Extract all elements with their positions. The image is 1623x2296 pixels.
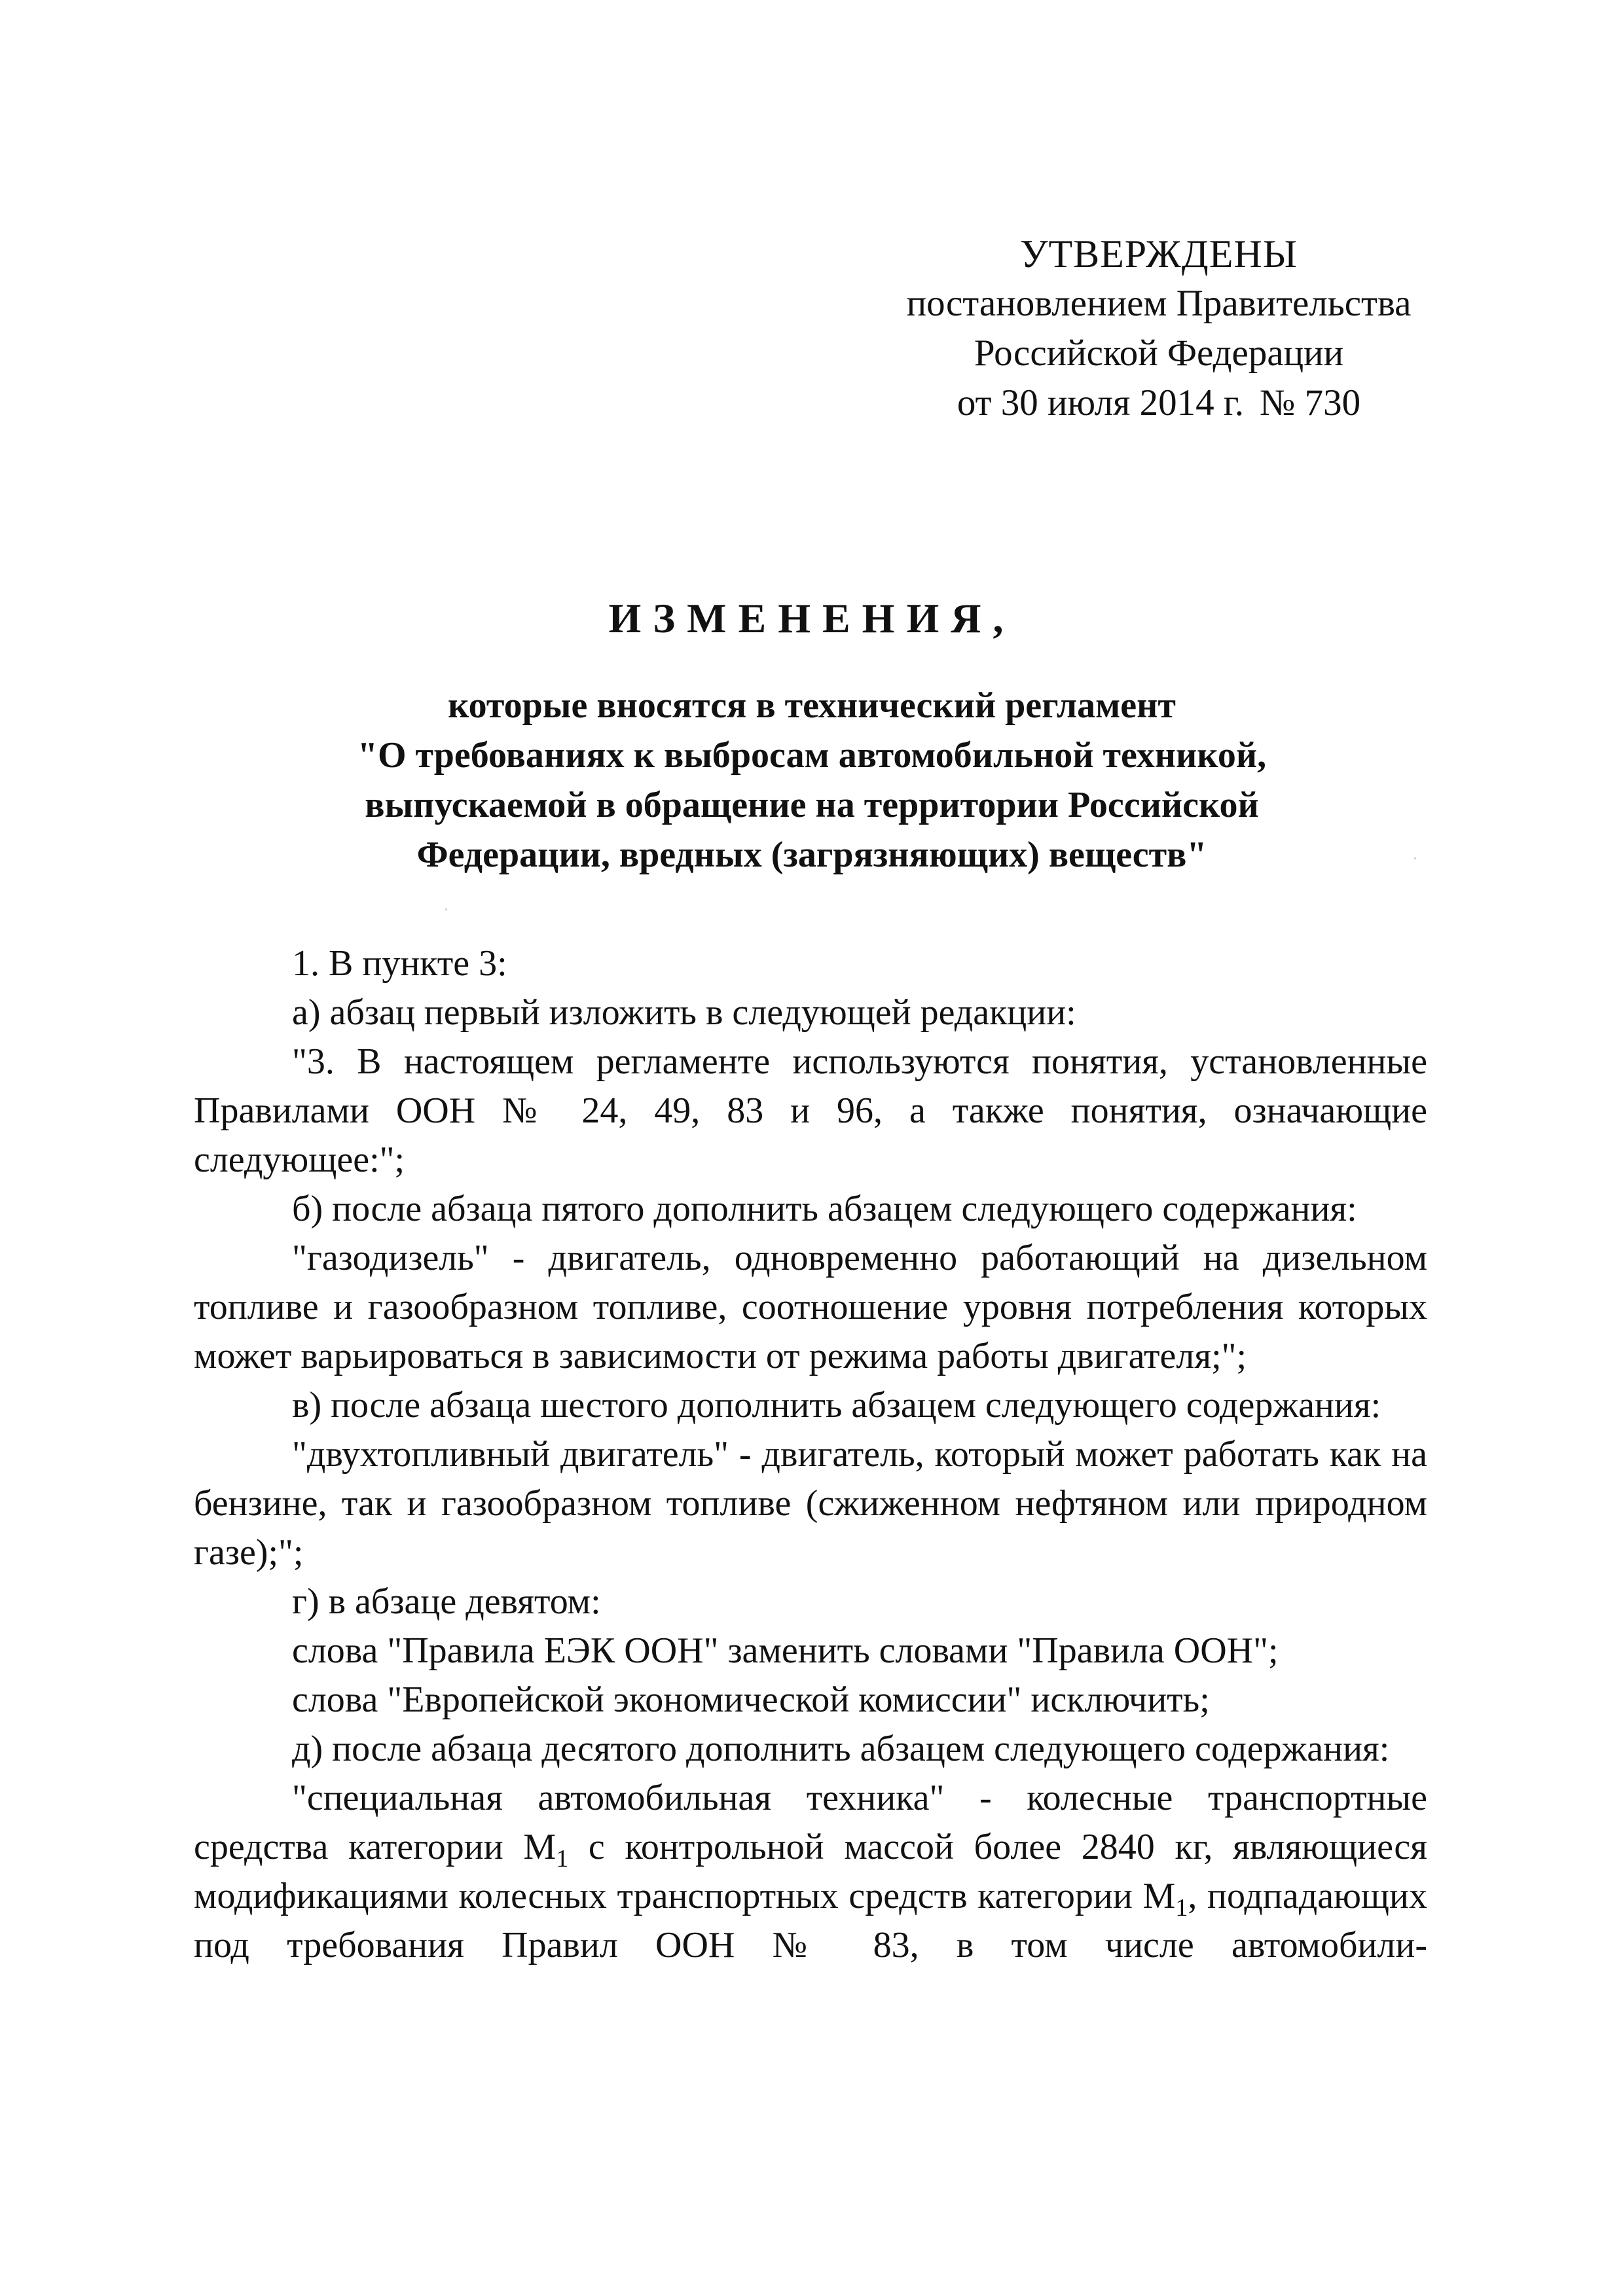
paragraph-special-vehicles-definition <box>194 1774 1427 1970</box>
category-subscript: 1 <box>1175 1894 1188 1922</box>
paragraph-item-1: 1. В пункте 3: <box>292 943 507 984</box>
paragraph-quote-3: "3. В настоящем регламенте используются понятия, установленные Правилами ООН № 24, 49, 83 и 96, а также понятия, означающие следующее:"; <box>194 1041 1427 1180</box>
paragraph-subitem-d: д) после абзаца десятого дополнить абзацем следующего содержания: <box>292 1729 1390 1769</box>
paragraph-subitem-v: в) после абзаца шестого дополнить абзацем следующего содержания: <box>292 1385 1381 1426</box>
special-vehicles-text-part-3: , подпадающих под требования Правил ООН № 83, в том числе автомобили- <box>194 1876 1427 1965</box>
paragraph-exclude-words: слова "Европейской экономической комиссии" исключить; <box>292 1679 1210 1720</box>
approval-stamp <box>864 229 1453 428</box>
special-vehicles-text-part-1: "специальная автомобильная техника" - колесные транспортные средства категории М <box>194 1778 1427 1867</box>
approval-number: № 730 <box>1260 382 1361 423</box>
paragraph-gas-diesel-definition: "газодизель" - двигатель, одновременно работающий на дизельном топливе и газообразном топливе, соотношение уровня потребления которых может варьироваться в зависимости от режима работы двигателя;"; <box>194 1238 1427 1376</box>
approval-title: УТВЕРЖДЕНЫ <box>1019 232 1298 276</box>
paragraph-subitem-b: б) после абзаца пятого дополнить абзацем следующего содержания: <box>292 1189 1357 1229</box>
paragraph-subitem-g: г) в абзаце девятом: <box>292 1581 601 1622</box>
document-subtitle-line: "О требованиях к выбросам автомобильной техникой, <box>357 735 1267 776</box>
document-heading <box>196 589 1427 880</box>
approval-date-line <box>864 378 1453 428</box>
category-subscript: 1 <box>556 1845 569 1873</box>
special-vehicles-text-part-2: с контрольной массой более 2840 кг, являющиеся модификациями колесных транспортных средств категории М <box>194 1827 1428 1916</box>
paragraph-replace-words: слова "Правила ЕЭК ООН" заменить словами "Правила ООН"; <box>292 1630 1279 1671</box>
approval-date: от 30 июля 2014 г. <box>957 382 1245 423</box>
scan-speck <box>1414 857 1416 859</box>
document-subtitle-line: выпускаемой в обращение на территории Российской <box>365 785 1259 825</box>
paragraph-subitem-a: а) абзац первый изложить в следующей редакции: <box>292 992 1076 1033</box>
document-title: ИЗМЕНЕНИЯ, <box>608 595 1015 641</box>
document-subtitle-line: которые вносятся в технический регламент <box>448 685 1176 726</box>
approval-line-1: постановлением Правительства <box>906 283 1412 324</box>
document-body <box>194 939 1427 1970</box>
approval-line-2: Российской Федерации <box>974 332 1344 374</box>
document-subtitle-line: Федерации, вредных (загрязняющих) веществ" <box>416 834 1207 875</box>
paragraph-bifuel-definition: "двухтопливный двигатель" - двигатель, который может работать как на бензине, так и газообразном топливе (сжиженном нефтяном или природном газе);"; <box>194 1434 1427 1573</box>
scan-speck <box>445 908 447 910</box>
